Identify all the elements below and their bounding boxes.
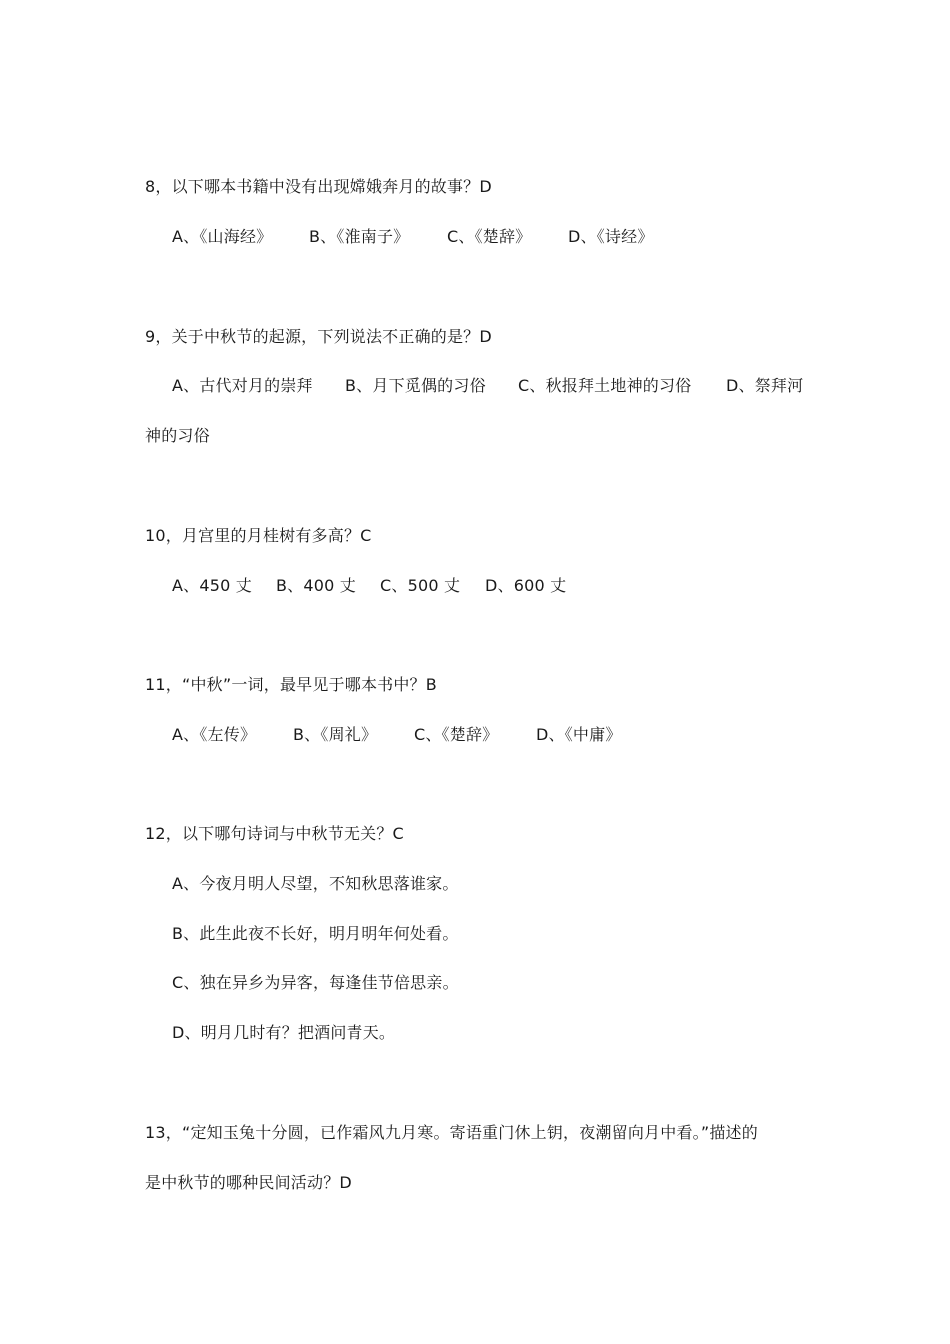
question-13-line-1: 13，“定知玉兔十分圆，已作霜风九月寒。寄语重门休上钥，夜潮留向月中看。”描述的 (145, 1123, 758, 1142)
question-12-option-c: C、独在异乡为异客，每逢佳节倍思亲。 (172, 973, 459, 992)
option-d: D、600 丈 (485, 576, 567, 595)
option-b: B、月下觅偶的习俗 (345, 376, 486, 395)
question-9-options (172, 375, 803, 397)
option-a: A、《左传》 (172, 725, 257, 744)
option-a: A、450 丈 (172, 576, 252, 595)
option-d: D、《诗经》 (568, 227, 654, 246)
question-10: 10，月宫里的月桂树有多高？C (145, 526, 372, 545)
option-b: B、《周礼》 (293, 725, 378, 744)
option-c: C、秋报拜土地神的习俗 (518, 376, 692, 395)
question-12: 12，以下哪句诗词与中秋节无关？C (145, 824, 404, 843)
question-11-options (172, 724, 622, 746)
option-d: D、祭拜河 (726, 376, 804, 395)
question-12-option-a: A、今夜月明人尽望，不知秋思落谁家。 (172, 874, 459, 893)
option-b: B、《淮南子》 (309, 227, 410, 246)
option-c: C、《楚辞》 (447, 227, 532, 246)
option-b: B、400 丈 (276, 576, 357, 595)
question-12-option-d: D、明月几时有？把酒问青天。 (172, 1023, 396, 1042)
question-9-option-d-continuation: 神的习俗 (145, 426, 210, 445)
option-a: A、古代对月的崇拜 (172, 376, 313, 395)
option-a: A、《山海经》 (172, 227, 273, 246)
option-d: D、《中庸》 (536, 725, 622, 744)
question-8-options (172, 226, 654, 248)
option-c: C、《楚辞》 (414, 725, 499, 744)
option-c: C、500 丈 (380, 576, 461, 595)
question-13-line-2: 是中秋节的哪种民间活动？D (145, 1173, 352, 1192)
question-9: 9，关于中秋节的起源，下列说法不正确的是？D (145, 327, 492, 346)
question-8: 8，以下哪本书籍中没有出现嫦娥奔月的故事？D (145, 177, 492, 196)
question-12-option-b: B、此生此夜不长好，明月明年何处看。 (172, 924, 459, 943)
question-10-options (172, 575, 566, 597)
question-11: 11，“中秋”一词，最早见于哪本书中？B (145, 675, 437, 694)
